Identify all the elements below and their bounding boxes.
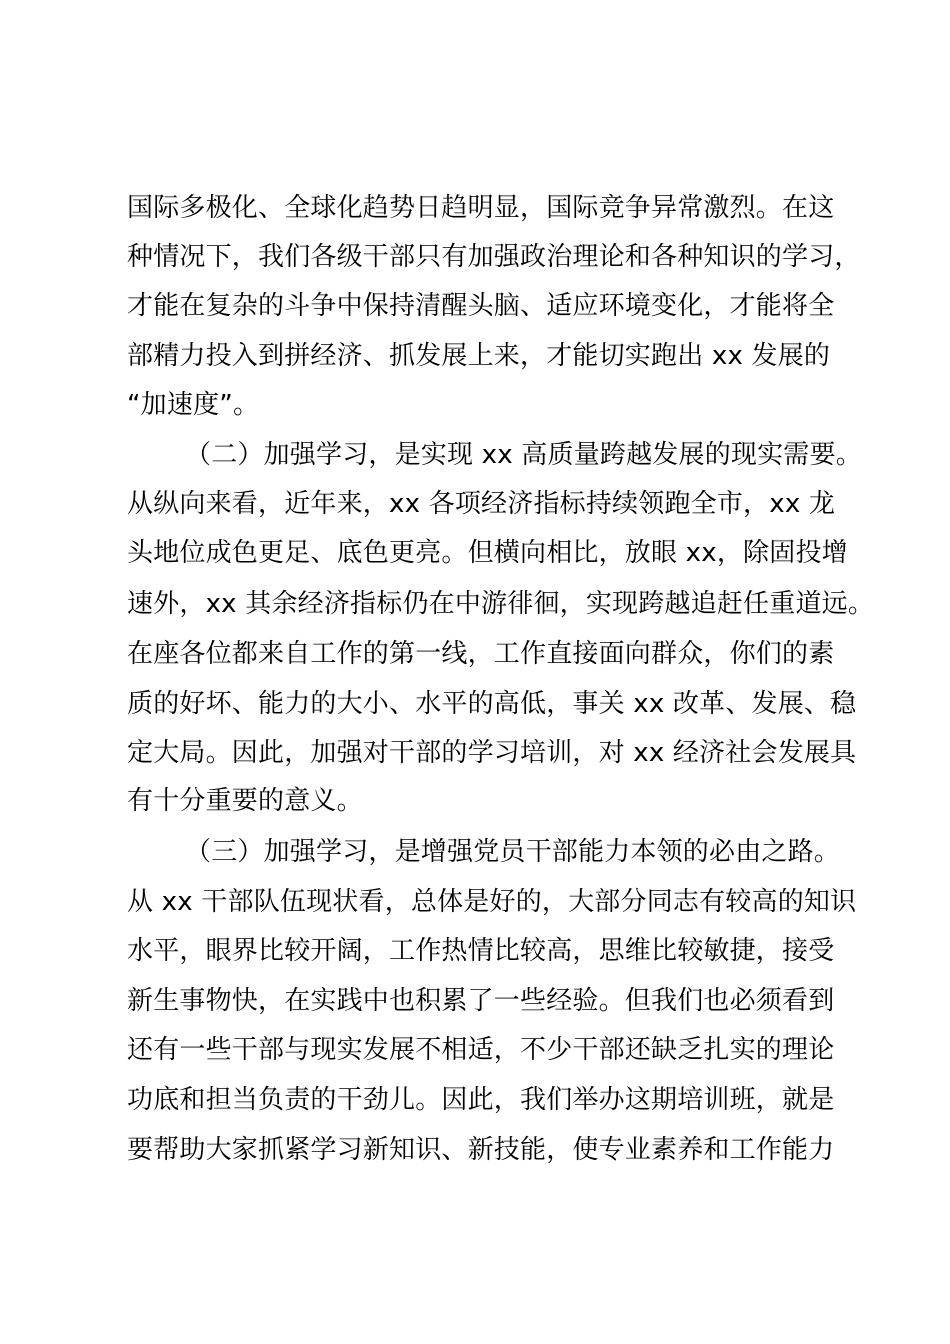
body-text-line: 质的好坏、能力的大小、水平的高低，事关 xx 改革、发展、稳 xyxy=(127,689,857,719)
body-text-line: 种情况下，我们各级干部只有加强政治理论和各种知识的学习， xyxy=(127,242,861,272)
body-text-line: “加速度”。 xyxy=(127,390,260,420)
section-heading-three: （三）加强学习，是增强党员干部能力本领的必由之路。 xyxy=(185,837,841,867)
body-text-line: 功底和担当负责的干劲儿。因此，我们举办这期培训班，就是 xyxy=(127,1085,835,1115)
body-text-line: 部精力投入到拼经济、抓发展上来，才能切实跑出 xx 发展的 xyxy=(127,341,831,371)
body-text-line: 新生事物快，在实践中也积累了一些经验。但我们也必须看到 xyxy=(127,986,835,1016)
body-text-line: 在座各位都来自工作的第一线，工作直接面向群众，你们的素 xyxy=(127,639,835,669)
section-heading-two: （二）加强学习，是实现 xx 高质量跨越发展的现实需要。 xyxy=(185,440,862,470)
body-text-line: 从 xx 干部队伍现状看，总体是好的，大部分同志有较高的知识 xyxy=(127,887,857,917)
body-text-line: 从纵向来看，近年来，xx 各项经济指标持续领跑全市，xx 龙 xyxy=(127,489,836,519)
body-text-line: 头地位成色更足、底色更亮。但横向相比，放眼 xx，除固投增 xyxy=(127,538,848,568)
body-text-line: 国际多极化、全球化趋势日趋明显，国际竞争异常激烈。在这 xyxy=(127,193,835,223)
body-text-line: 要帮助大家抓紧学习新知识、新技能，使专业素养和工作能力 xyxy=(127,1135,835,1165)
body-text-line: 速外，xx 其余经济指标仍在中游徘徊，实现跨越追赶任重道远。 xyxy=(127,589,875,619)
body-text-line: 定大局。因此，加强对干部的学习培训，对 xx 经济社会发展具 xyxy=(127,738,857,768)
body-text-line: 才能在复杂的斗争中保持清醒头脑、适应环境变化，才能将全 xyxy=(127,291,835,321)
body-text-line: 还有一些干部与现实发展不相适，不少干部还缺乏扎实的理论 xyxy=(127,1035,835,1065)
body-text-line: 水平，眼界比较开阔，工作热情比较高，思维比较敏捷，接受 xyxy=(127,936,835,966)
body-text-line: 有十分重要的意义。 xyxy=(127,786,363,816)
